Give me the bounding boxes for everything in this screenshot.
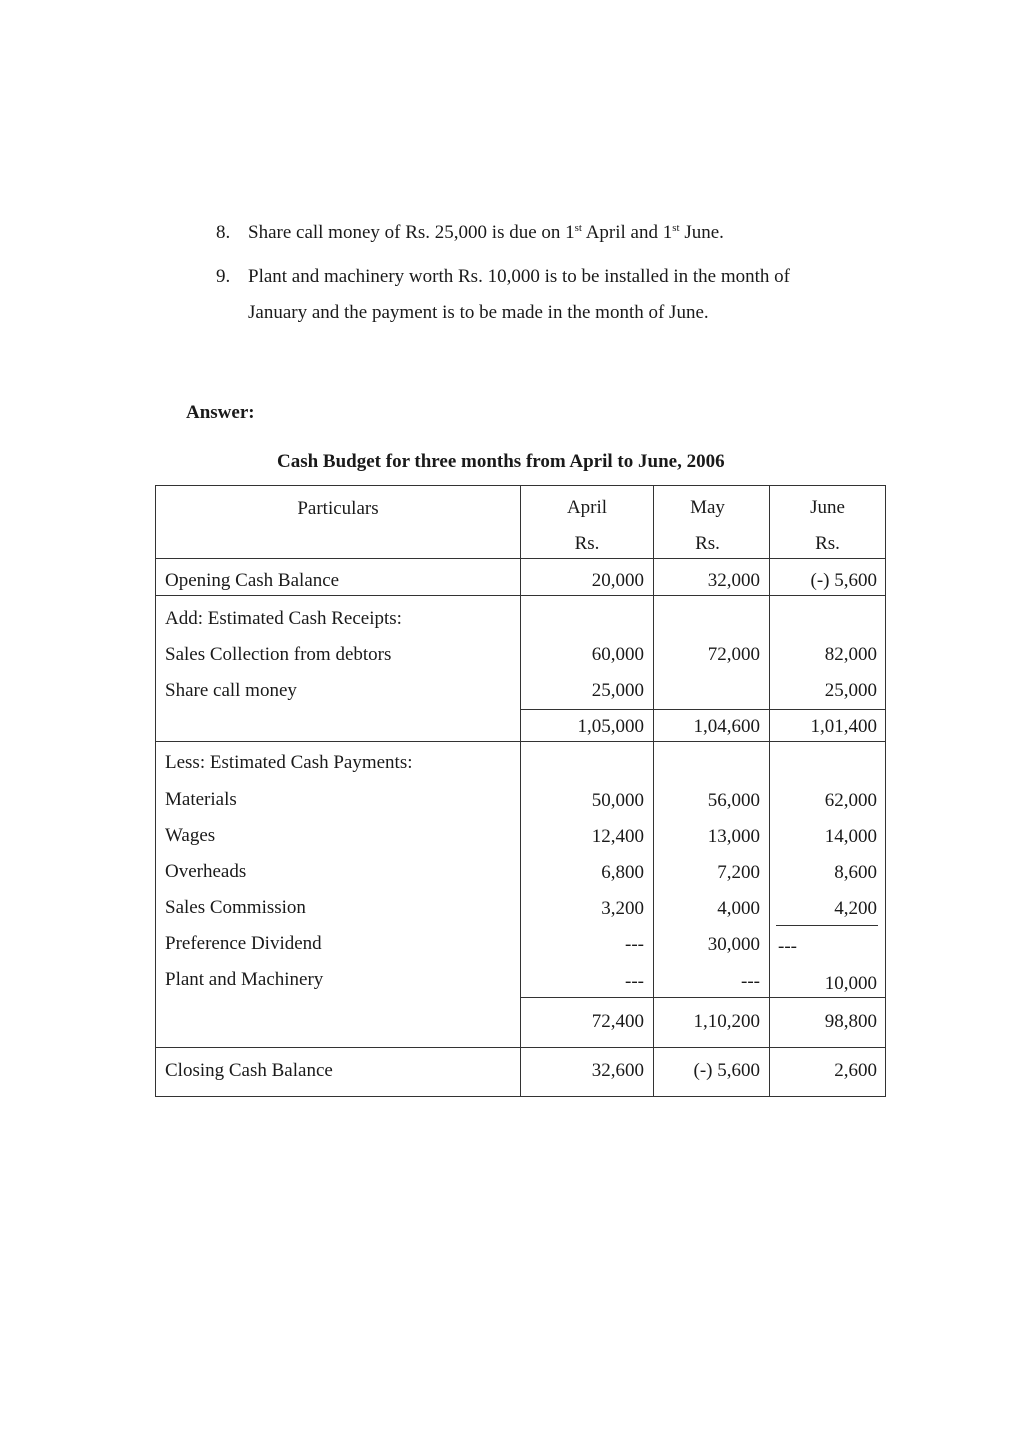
- plant-june: 10,000: [824, 973, 877, 994]
- subtotal-line: [520, 709, 886, 710]
- commission-may: 4,000: [717, 898, 760, 919]
- item-text: Share call money of Rs. 25,000 is due on 1st April and 1st June.: [248, 222, 724, 243]
- sales-june: 82,000: [824, 644, 877, 665]
- header-june: June: [810, 497, 845, 518]
- share-june: 25,000: [824, 680, 877, 701]
- wages-june: 14,000: [824, 826, 877, 847]
- row-label-overheads: Overheads: [165, 861, 247, 882]
- list-item-9: [216, 266, 790, 288]
- wages-may: 13,000: [707, 826, 760, 847]
- payments-total-may: 1,10,200: [693, 1011, 760, 1032]
- dividend-april: ---: [625, 934, 644, 955]
- subtotal-line: [520, 997, 886, 998]
- row-label-sales: Sales Collection from debtors: [165, 644, 392, 665]
- header-unit-may: Rs.: [695, 533, 720, 554]
- sales-april: 60,000: [591, 644, 644, 665]
- plant-april: ---: [625, 971, 644, 992]
- table-border-left: [155, 485, 156, 1097]
- commission-june: 4,200: [834, 898, 877, 919]
- table-title: Cash Budget for three months from April to June, 2006: [277, 451, 725, 472]
- header-unit-june: Rs.: [815, 533, 840, 554]
- receipts-total-may: 1,04,600: [693, 716, 760, 737]
- payments-total-june: 98,800: [824, 1011, 877, 1032]
- item-text-line-1: Plant and machinery worth Rs. 10,000 is to be installed in the month of: [248, 266, 790, 287]
- dividend-june: ---: [778, 936, 797, 957]
- closing-june: 2,600: [834, 1060, 877, 1081]
- answer-label: Answer:: [186, 402, 255, 423]
- plant-may: ---: [741, 971, 760, 992]
- header-april: April: [566, 497, 608, 518]
- materials-may: 56,000: [707, 790, 760, 811]
- row-label-share: Share call money: [165, 680, 297, 701]
- materials-april: 50,000: [591, 790, 644, 811]
- table-border-right: [885, 485, 886, 1097]
- closing-april: 32,600: [591, 1060, 644, 1081]
- opening-may: 32,000: [707, 570, 760, 591]
- dividend-may: 30,000: [707, 934, 760, 955]
- receipts-heading: Add: Estimated Cash Receipts:: [165, 608, 402, 629]
- overheads-april: 6,800: [601, 862, 644, 883]
- row-label-plant: Plant and Machinery: [165, 969, 324, 990]
- opening-april: 20,000: [591, 570, 644, 591]
- share-april: 25,000: [591, 680, 644, 701]
- materials-june: 62,000: [824, 790, 877, 811]
- overheads-may: 7,200: [717, 862, 760, 883]
- row-label-wages: Wages: [165, 825, 216, 846]
- receipts-total-april: 1,05,000: [577, 716, 644, 737]
- wages-april: 12,400: [591, 826, 644, 847]
- item-number: 9.: [216, 266, 231, 287]
- commission-april: 3,200: [601, 898, 644, 919]
- closing-may: (-) 5,600: [693, 1060, 760, 1081]
- sales-may: 72,000: [707, 644, 760, 665]
- item-text-line-2: January and the payment is to be made in the month of June.: [248, 302, 709, 323]
- receipts-total-june: 1,01,400: [810, 716, 877, 737]
- item-number: 8.: [216, 222, 231, 243]
- underline-june: [776, 925, 878, 926]
- row-label-dividend: Preference Dividend: [165, 933, 322, 954]
- payments-total-april: 72,400: [591, 1011, 644, 1032]
- header-unit-april: Rs.: [574, 533, 600, 554]
- header-particulars: Particulars: [297, 498, 379, 519]
- opening-june: (-) 5,600: [810, 570, 877, 591]
- list-item-8: [216, 222, 724, 244]
- row-label-materials: Materials: [165, 789, 237, 810]
- header-may: May: [690, 497, 725, 518]
- overheads-june: 8,600: [834, 862, 877, 883]
- payments-heading: Less: Estimated Cash Payments:: [165, 752, 413, 773]
- row-label-opening: Opening Cash Balance: [165, 570, 340, 591]
- row-label-closing: Closing Cash Balance: [165, 1060, 333, 1081]
- row-label-commission: Sales Commission: [165, 897, 306, 918]
